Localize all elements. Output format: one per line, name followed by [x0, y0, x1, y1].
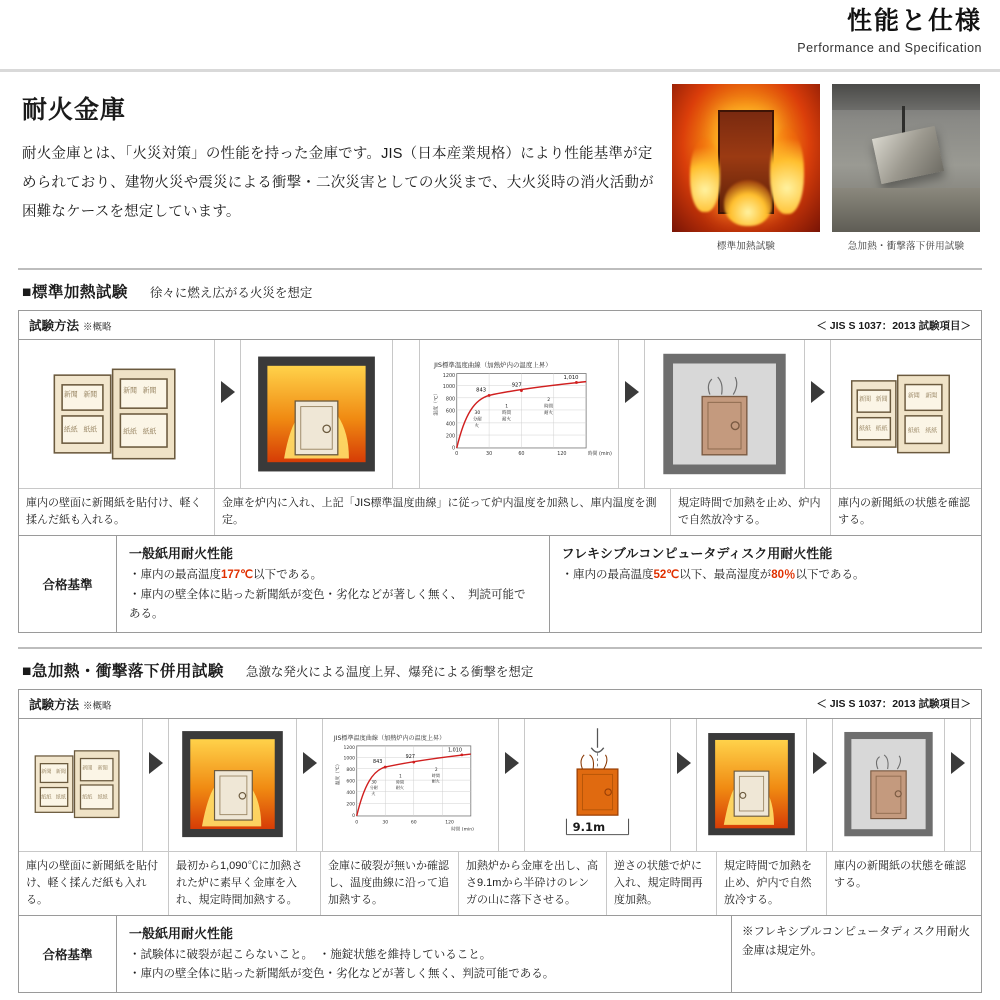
svg-text:新聞: 新聞: [123, 386, 137, 395]
svg-text:分耐: 分耐: [369, 784, 378, 790]
svg-text:耐火: 耐火: [395, 784, 404, 790]
section1-criteria-disk: [549, 536, 982, 632]
section2-box: [18, 689, 982, 993]
svg-text:1: 1: [505, 404, 509, 410]
section2-step-4-drop: [525, 719, 671, 851]
criteria-line: ・試験体に破裂が起こらないこと。 ・施錠状態を維持していること。: [129, 948, 492, 961]
section2-caption-6: 規定時間で加熱を止め、炉内で自然放冷する。: [717, 852, 827, 915]
section1-caption-4: 規定時間で加熱を止め、炉内で自然放冷する。: [671, 489, 831, 535]
svg-text:30: 30: [371, 779, 377, 785]
section1-arrow-3: [805, 340, 831, 488]
section2-jis-ref: ＜ JIS S 1037：2013 試験項目＞: [816, 698, 971, 711]
svg-text:843: 843: [373, 758, 383, 765]
section1-arrow-2: [619, 340, 645, 488]
criteria-line: ・庫内の壁全体に貼った新聞紙が変色・劣化などが著しく無く、判読可能である。: [129, 968, 555, 981]
svg-text:新聞: 新聞: [55, 768, 66, 775]
section1-subtitle: 徐々に燃え広がる火災を想定: [149, 286, 313, 300]
svg-text:紙紙: 紙紙: [55, 794, 66, 801]
svg-text:紙紙: 紙紙: [123, 427, 137, 436]
test-method-note: ※概略: [83, 322, 112, 333]
criteria-head: 一般紙用耐火性能: [129, 925, 234, 941]
section1-criteria: [19, 535, 981, 632]
section1-spacer-1: [393, 340, 419, 488]
section2-subtitle: 急激な発火による温度上昇、爆発による衝撃を想定: [245, 664, 534, 679]
section1-step-3-chart: [419, 340, 619, 488]
figure-safe-papers: [971, 719, 983, 851]
arrow-right-icon: [505, 752, 519, 774]
section2-step-6: [833, 719, 945, 851]
section2-note: ※フレキシブルコンピュータディスク用耐火金庫は規定外。: [731, 916, 981, 992]
figure-furnace-fire: [169, 719, 296, 851]
svg-text:新聞: 新聞: [907, 392, 920, 400]
svg-text:1000: 1000: [442, 384, 456, 391]
figure-safe-cooling: [833, 719, 944, 851]
svg-text:紙紙: 紙紙: [907, 427, 920, 435]
svg-text:JIS標準温度曲線（加熱炉内の温度上昇）: JIS標準温度曲線（加熱炉内の温度上昇）: [434, 361, 552, 370]
photo-impact-drop: [832, 84, 980, 232]
section2-step-2: [169, 719, 297, 851]
svg-text:耐火: 耐火: [431, 778, 440, 784]
section1-caption-row: [19, 488, 981, 535]
page-header: [0, 0, 1000, 72]
section2-caption-7: 庫内の新聞紙の状態を確認する。: [834, 859, 966, 889]
section2-arrow-1: [143, 719, 169, 851]
svg-text:2: 2: [547, 398, 551, 404]
section2-criteria-paper: [117, 916, 731, 992]
criteria-temp-value: 52℃: [653, 569, 680, 582]
svg-text:120: 120: [557, 451, 567, 458]
svg-text:200: 200: [445, 433, 456, 440]
photo-item-impact: [832, 84, 980, 252]
section2-caption-5: 逆さの状態で炉に入れ、規定時間再度加熱。: [607, 852, 717, 915]
svg-text:0: 0: [452, 445, 456, 452]
section2-caption-3: 金庫に破裂が無いか確認し、温度曲線に沿って追加熱する。: [321, 852, 459, 915]
photo-item-fire: [672, 84, 820, 252]
svg-text:耐火: 耐火: [544, 411, 553, 416]
section1-mark: ■標準加熱試験: [22, 284, 128, 301]
svg-text:新聞: 新聞: [97, 765, 108, 772]
header-title-en: Performance and Specification: [797, 41, 982, 55]
svg-text:JIS標準温度曲線（加熱炉内の温度上昇）: JIS標準温度曲線（加熱炉内の温度上昇）: [333, 734, 446, 742]
svg-text:紙紙: 紙紙: [82, 794, 93, 801]
svg-text:新聞: 新聞: [41, 768, 52, 775]
photo-caption: 標準加熱試験: [716, 241, 776, 252]
svg-text:新聞: 新聞: [859, 396, 872, 404]
svg-text:火: 火: [474, 423, 479, 429]
arrow-right-icon: [149, 752, 163, 774]
arrow-right-icon: [625, 381, 639, 403]
section2-figure-row: [19, 719, 981, 851]
arrow-right-icon: [813, 752, 827, 774]
criteria-humidity-value: 80％: [771, 569, 796, 582]
header-title-jp: 性能と仕様: [846, 7, 982, 35]
section1-figure-row: [19, 340, 981, 488]
section1-box-title: [19, 311, 981, 340]
photo-caption: 急加熱・衝撃落下併用試験: [847, 241, 965, 252]
section1-criteria-paper: [117, 536, 549, 632]
dropping-safe-icon: [872, 126, 944, 184]
section2-step-5: [697, 719, 807, 851]
svg-text:0: 0: [455, 451, 459, 458]
svg-text:新聞: 新聞: [82, 765, 93, 772]
intro-title: 耐火金庫: [22, 96, 127, 124]
svg-text:時間: 時間: [431, 772, 440, 778]
svg-text:927: 927: [405, 753, 415, 760]
figure-safe-cooling: [645, 340, 804, 488]
svg-text:紙紙: 紙紙: [41, 794, 52, 801]
svg-text:60: 60: [410, 820, 417, 826]
test-method-note: ※概略: [83, 700, 112, 712]
svg-text:30: 30: [474, 411, 481, 416]
criteria-line: ・庫内の壁全体に貼った新聞紙が変色・劣化などが著しく無く、 判読可能である。: [129, 588, 526, 621]
svg-text:紙紙: 紙紙: [83, 425, 98, 434]
section1-step-2: [241, 340, 393, 488]
section-standard-heating: [0, 268, 1000, 633]
photo-fire-furnace: [672, 84, 820, 232]
section1-step-5: [831, 340, 981, 488]
section1-heading: [18, 268, 982, 310]
intro-photos: [672, 84, 980, 252]
arrow-right-icon: [221, 381, 235, 403]
svg-text:分耐: 分耐: [472, 417, 482, 423]
intro-body: 耐火金庫とは、「火災対策」の性能を持った金庫です。JIS（日本産業規格）により性能基準が定められており、建物火災や震災による衝撃・二次災害としての火災まで、大火災時の消火活動が困難なケースを想定しています。: [22, 146, 654, 220]
section2-mark: ■急加熱・衝撃落下併用試験: [22, 662, 224, 680]
section1-caption-2: 金庫を炉内に入れ、上記「JIS標準温度曲線」に従って炉内温度を加熱し、庫内温度を測定。: [215, 489, 671, 535]
intro-section: [0, 72, 1000, 268]
svg-text:120: 120: [445, 820, 454, 826]
section2-box-title-left: [29, 695, 112, 713]
arrow-right-icon: [303, 752, 317, 774]
section2-arrow-4: [671, 719, 697, 851]
section1-box: [18, 310, 982, 633]
section2-step-3-chart: [323, 719, 499, 851]
section2-box-title: [19, 690, 981, 719]
svg-text:新聞: 新聞: [64, 390, 78, 399]
section2-arrow-2: [297, 719, 323, 851]
svg-text:紙紙: 紙紙: [875, 425, 888, 433]
section2-heading: [18, 647, 982, 689]
svg-text:紙紙: 紙紙: [97, 794, 108, 801]
figure-safe-papers: [831, 340, 981, 488]
svg-text:1000: 1000: [343, 756, 356, 762]
figure-temp-chart: [323, 719, 498, 851]
section1-step-4: [645, 340, 805, 488]
arrow-right-icon: [811, 381, 825, 403]
svg-text:新聞: 新聞: [83, 390, 98, 399]
section2-arrow-3: [499, 719, 525, 851]
svg-text:新聞: 新聞: [925, 392, 938, 400]
svg-text:30: 30: [485, 451, 493, 458]
svg-text:紙紙: 紙紙: [64, 425, 78, 434]
svg-text:200: 200: [346, 802, 356, 808]
section2-step-7: [971, 719, 983, 851]
ground-rubble: [832, 188, 980, 232]
svg-text:400: 400: [346, 790, 356, 796]
figure-drop-test: [525, 719, 670, 851]
svg-text:時間 (min): 時間 (min): [451, 827, 474, 833]
section2-arrow-5: [807, 719, 833, 851]
svg-text:0: 0: [352, 813, 356, 819]
criteria-head: 一般紙用耐火性能: [129, 546, 234, 562]
svg-text:温度（℃）: 温度（℃）: [335, 761, 341, 785]
section2-arrow-6: [945, 719, 971, 851]
svg-text:9.1m: 9.1m: [572, 819, 606, 834]
section2-caption-4: 加熱炉から金庫を出し、高さ9.1mから半砕けのレンガの山に落下させる。: [459, 852, 607, 915]
svg-text:927: 927: [511, 382, 522, 389]
section1-caption-1: 庫内の壁面に新聞紙を貼付け、軽く揉んだ紙も入れる。: [19, 489, 215, 535]
criteria-line: ・庫内の最高温度177℃以下である。: [129, 569, 323, 582]
section2-caption-2: 最初から1,090℃に加熱された炉に素早く金庫を入れ、規定時間加熱する。: [169, 852, 321, 915]
figure-furnace-fire-inverted: [697, 719, 806, 851]
section2-criteria-label: 合格基準: [19, 916, 117, 992]
figure-temp-chart: [420, 340, 618, 488]
svg-text:紙紙: 紙紙: [142, 427, 157, 436]
test-method-label: 試験方法: [29, 319, 80, 333]
svg-text:30: 30: [382, 820, 389, 826]
section2-criteria: [19, 915, 981, 992]
svg-text:時間: 時間: [502, 411, 511, 416]
svg-text:843: 843: [476, 387, 487, 394]
section2-caption-1: 庫内の壁面に新聞紙を貼付け、軽く揉んだ紙も入れる。: [19, 852, 169, 915]
svg-text:800: 800: [346, 767, 356, 773]
svg-text:時間: 時間: [395, 779, 404, 785]
svg-text:温度（℃）: 温度（℃）: [433, 390, 440, 416]
flame-icon: [690, 138, 720, 212]
section1-box-title-left: [29, 316, 112, 334]
svg-text:時間 (min): 時間 (min): [587, 451, 612, 458]
svg-text:1: 1: [399, 773, 402, 779]
header-titles: [797, 6, 982, 55]
svg-text:600: 600: [346, 779, 356, 785]
svg-text:耐火: 耐火: [502, 417, 511, 423]
svg-text:800: 800: [445, 396, 456, 403]
criteria-head: フレキシブルコンピュータディスク用耐火性能: [561, 546, 833, 562]
svg-text:1200: 1200: [442, 372, 456, 379]
svg-text:1200: 1200: [343, 745, 356, 751]
svg-text:400: 400: [445, 421, 456, 428]
section2-caption-row: [19, 851, 981, 915]
svg-text:紙紙: 紙紙: [925, 427, 938, 435]
section2-step-1: [19, 719, 143, 851]
section1-arrow-1: [215, 340, 241, 488]
figure-safe-papers: [19, 719, 142, 851]
flame-icon: [770, 128, 804, 214]
figure-furnace-fire: [241, 340, 392, 488]
arrow-right-icon: [951, 752, 965, 774]
svg-text:新聞: 新聞: [142, 386, 157, 395]
svg-text:0: 0: [355, 820, 359, 826]
section1-caption-5: 庫内の新聞紙の状態を確認する。: [838, 497, 970, 527]
svg-text:紙紙: 紙紙: [859, 425, 872, 433]
svg-text:時間: 時間: [544, 404, 553, 410]
section1-step-1: [19, 340, 215, 488]
section-rapid-heating-impact: [0, 647, 1000, 993]
section1-jis-ref: ＜ JIS S 1037：2013 試験項目＞: [816, 319, 971, 332]
svg-text:1,010: 1,010: [447, 747, 462, 754]
ceiling-beam: [832, 84, 980, 110]
svg-text:600: 600: [445, 408, 456, 415]
svg-text:2: 2: [434, 766, 438, 772]
svg-text:1,010: 1,010: [563, 375, 579, 382]
section1-criteria-label: 合格基準: [19, 536, 117, 632]
svg-text:火: 火: [371, 790, 376, 796]
test-method-label: 試験方法: [29, 697, 80, 712]
criteria-line: ・庫内の最高温度52℃以下、最高湿度が80％以下である。: [561, 569, 865, 582]
criteria-temp-value: 177℃: [221, 569, 254, 582]
flame-icon: [724, 180, 772, 226]
svg-text:60: 60: [518, 451, 525, 458]
arrow-right-icon: [677, 752, 691, 774]
figure-safe-papers: [19, 340, 214, 488]
svg-text:新聞: 新聞: [875, 396, 888, 404]
